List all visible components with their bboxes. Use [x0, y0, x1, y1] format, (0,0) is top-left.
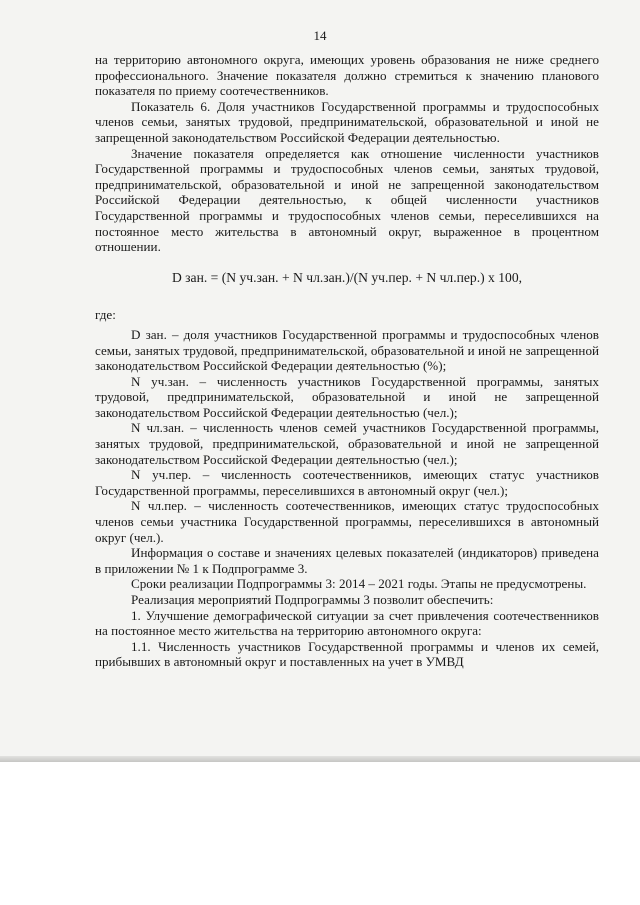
definition-n-uch-zan: N уч.зан. – численность участников Государственной программы, занятых трудовой, предпринимательской, образовательной и иной не запрещенной законодательством Российской Федерации деятельностью (чел.); — [95, 373, 599, 420]
paragraph-appendix-info: Информация о составе и значениях целевых показателей (индикаторов) приведена в приложении № 1 к Подпрограмме 3. — [95, 545, 599, 576]
definition-d-zan: D зан. – доля участников Государственной программы и трудоспособных членов семьи, занятых трудовой, предпринимательской, образовательной и иной не запрещенной законодательством Российской Федерации деятельностью (%); — [95, 326, 599, 374]
paragraph-continuation: на территорию автономного округа, имеющих уровень образования не ниже среднего профессионального. Значение показателя должно стремиться к значению планового показателя по приему соотечественников. — [95, 52, 599, 99]
paragraph-indicator-definition: Значение показателя определяется как отношение численности участников Государственной программы и трудоспособных членов семьи, занятых трудовой, предпринимательской, образовательной и иной не запрещенной законодательством Российской Федерации деятельностью, к общей численности участников Государственной программы и трудоспособных членов семьи, переселившихся на постоянное место жительства в автономный округ, выраженное в процентном отношении. — [95, 145, 599, 255]
definition-n-chl-zan: N чл.зан. – численность членов семей участников Государственной программы, занятых трудовой, предпринимательской, образовательной и иной не запрещенной законодательством Российской Федерации деятельностью (чел.); — [95, 420, 599, 467]
document-body — [95, 52, 599, 670]
blank-area — [0, 764, 640, 905]
scan-edge-shadow — [0, 756, 640, 762]
page-number: 14 — [313, 28, 327, 43]
definition-n-chl-per: N чл.пер. – численность соотечественников, имеющих статус трудоспособных членов семьи участника Государственной программы, переселившихся в автономный округ (чел.). — [95, 498, 599, 545]
definition-n-uch-per: N уч.пер. – численность соотечественников, имеющих статус участников Государственной программы, переселившихся в автономный округ (чел.); — [95, 467, 599, 498]
paragraph-indicator-6: Показатель 6. Доля участников Государственной программы и трудоспособных членов семьи, занятых трудовой, предпринимательской, образовательной и иной не запрещенной законодательством Российской Федерации деятельностью. — [95, 98, 599, 145]
where-label: где: — [95, 307, 116, 323]
list-item-1-1: 1.1. Численность участников Государственной программы и членов их семей, прибывших в автономный округ и поставленных на учет в УМВД — [95, 638, 599, 670]
paragraph-terms: Сроки реализации Подпрограммы 3: 2014 – 2021 годы. Этапы не предусмотрены. — [131, 576, 587, 592]
list-item-1: 1. Улучшение демографической ситуации за счет привлечения соотечественников на постоянное место жительства на территорию автономного округа: — [95, 607, 599, 639]
paragraph-implementation: Реализация мероприятий Подпрограммы 3 позволит обеспечить: — [131, 592, 494, 607]
formula: D зан. = (N уч.зан. + N чл.зан.)/(N уч.пер. + N чл.пер.) x 100, — [171, 269, 523, 285]
